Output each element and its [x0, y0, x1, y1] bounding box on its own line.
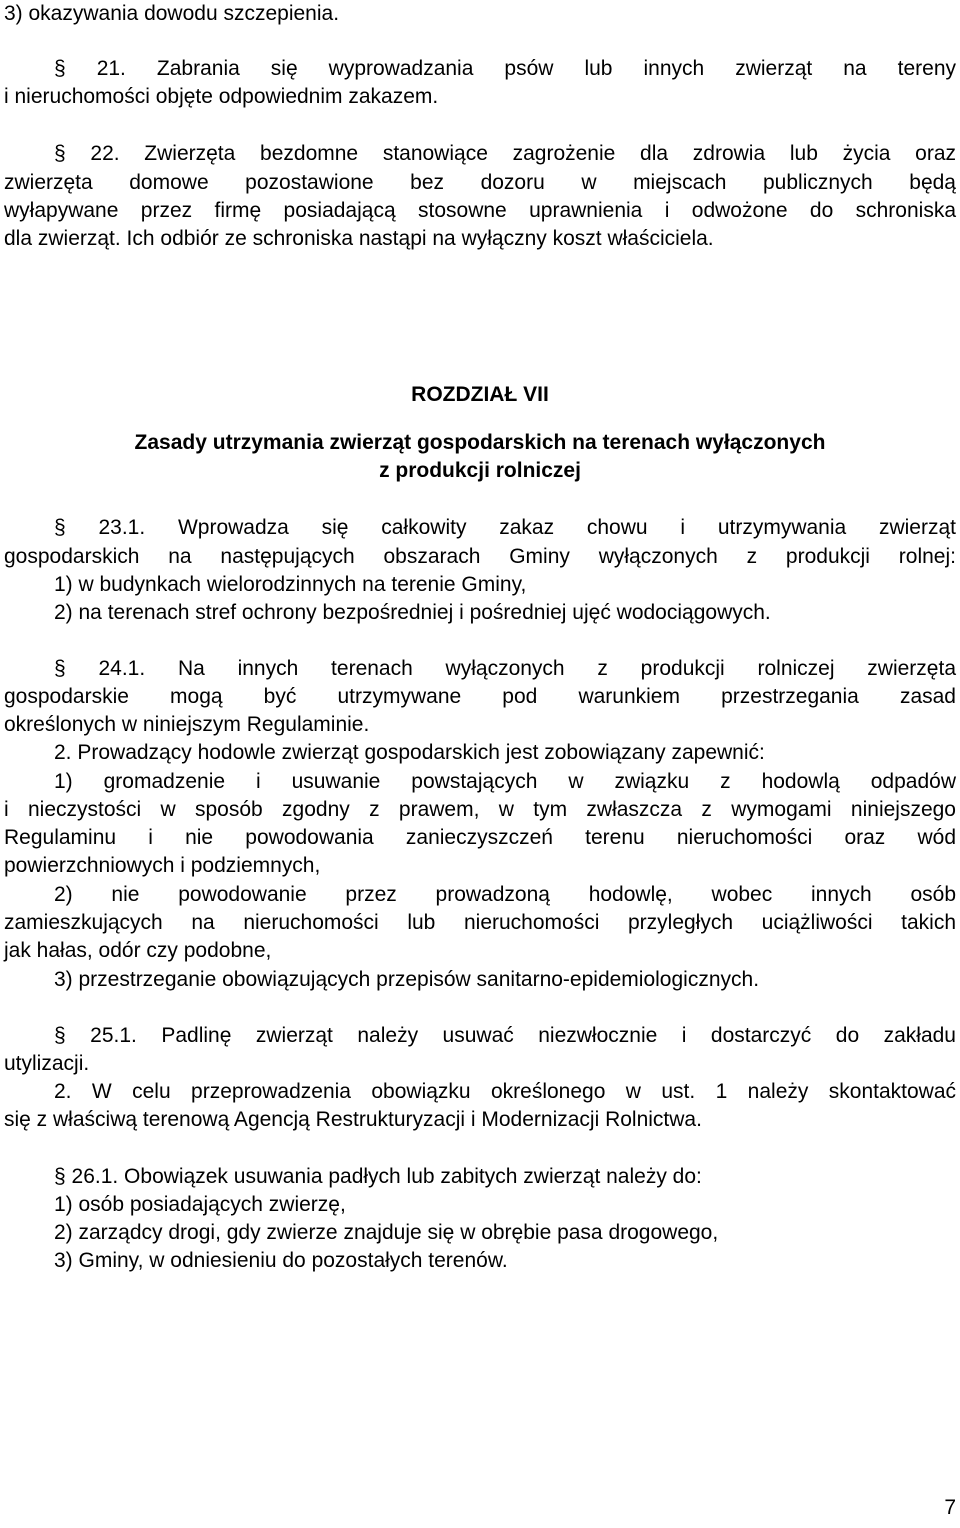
paragraph-26: § 26.1. Obowiązek usuwania padłych lub zabitych zwierząt należy do: — [54, 1165, 702, 1188]
paragraph-24: § 24.1. Na innych terenach wyłączonych z produkcji rolniczej zwierzęta — [54, 657, 956, 680]
paragraph-25: § 25.1. Padlinę zwierząt należy usuwać niezwłocznie i dostarczyć do zakładu — [54, 1024, 956, 1047]
paragraph-23: § 23.1. Wprowadza się całkowity zakaz chowu i utrzymywania zwierząt — [54, 516, 956, 539]
chapter-heading: ROZDZIAŁ VII — [411, 383, 549, 406]
text-line: jak hałas, odór czy podobne, — [4, 939, 272, 962]
text-line: Regulaminu i nie powodowania zanieczyszczeń terenu nieruchomości oraz wód — [4, 826, 956, 849]
text-line: 2. Prowadzący hodowle zwierząt gospodarskich jest zobowiązany zapewnić: — [54, 741, 765, 764]
text-line: utylizacji. — [4, 1052, 90, 1075]
text-line: gospodarskich na następujących obszarach Gminy wyłączonych z produkcji rolnej: — [4, 545, 956, 568]
text-line: powierzchniowych i podziemnych, — [4, 854, 321, 877]
chapter-title: Zasady utrzymania zwierząt gospodarskich na terenach wyłączonych — [134, 431, 826, 454]
text-line: i nieczystości w sposób zgodny z prawem, w tym zwłaszcza z wymogami niniejszego — [4, 798, 956, 821]
list-item: 1) w budynkach wielorodzinnych na terenie Gminy, — [54, 573, 527, 596]
text-line: zamieszkujących na nieruchomości lub nieruchomości przyległych uciążliwości takich — [4, 911, 956, 934]
list-item: 2) na terenach stref ochrony bezpośredniej i pośredniej ujęć wodociągowych. — [54, 601, 771, 624]
chapter-title: z produkcji rolniczej — [379, 459, 581, 482]
list-item: 1) osób posiadających zwierzę, — [54, 1193, 346, 1216]
text-line: zwierzęta domowe pozostawione bez dozoru w miejscach publicznych będą — [4, 171, 956, 194]
list-item: 1) gromadzenie i usuwanie powstających w związku z hodowlą odpadów — [54, 770, 956, 793]
list-item: 2) zarządcy drogi, gdy zwierze znajduje się w obrębie pasa drogowego, — [54, 1221, 719, 1244]
text-line: i nieruchomości objęte odpowiednim zakazem. — [4, 85, 439, 108]
paragraph-21: § 21. Zabrania się wyprowadzania psów lub innych zwierząt na tereny — [54, 57, 956, 80]
text-line: 2. W celu przeprowadzenia obowiązku określonego w ust. 1 należy skontaktować — [54, 1080, 956, 1103]
text-line: określonych w niniejszym Regulaminie. — [4, 713, 370, 736]
list-item: 3) Gminy, w odniesieniu do pozostałych terenów. — [54, 1249, 508, 1272]
text-line: gospodarskie mogą być utrzymywane pod warunkiem przestrzegania zasad — [4, 685, 956, 708]
text-line: się z właściwą terenową Agencją Restrukturyzacji i Modernizacji Rolnictwa. — [4, 1108, 702, 1131]
list-item: 2) nie powodowanie przez prowadzoną hodowlę, wobec innych osób — [54, 883, 956, 906]
text-line: dla zwierząt. Ich odbiór ze schroniska nastąpi na wyłączny koszt właściciela. — [4, 227, 714, 250]
paragraph-22: § 22. Zwierzęta bezdomne stanowiące zagrożenie dla zdrowia lub życia oraz — [54, 142, 956, 165]
page-number: 7 — [944, 1496, 956, 1519]
text-line: 3) okazywania dowodu szczepienia. — [4, 2, 340, 25]
text-line: wyłapywane przez firmę posiadającą stosowne uprawnienia i odwożone do schroniska — [4, 199, 956, 222]
list-item: 3) przestrzeganie obowiązujących przepisów sanitarno-epidemiologicznych. — [54, 968, 760, 991]
